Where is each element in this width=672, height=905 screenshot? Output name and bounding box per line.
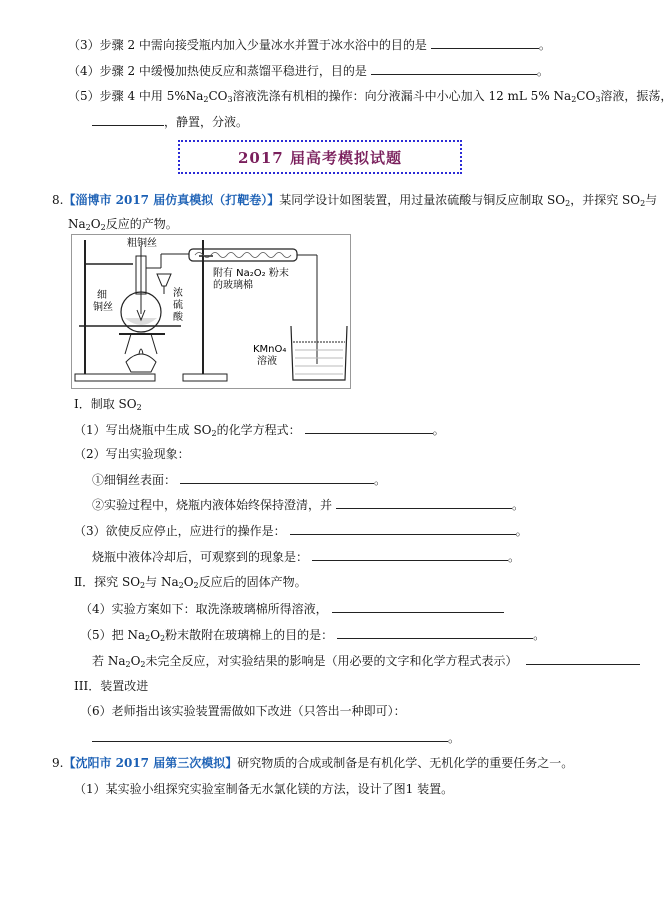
label-acid-3: 酸: [173, 312, 183, 323]
label-na2o2: 附有 Na₂O₂ 粉末: [213, 268, 289, 279]
q8-item-6-line2: 。: [92, 729, 460, 746]
q8-item-2-2: ②实验过程中，烧瓶内液体始终保持澄清，并 。: [92, 498, 525, 512]
label-thin-wire-1: 细: [97, 290, 107, 301]
label-thin-wire-2: 铜丝: [93, 302, 113, 313]
answer-blank[interactable]: [526, 652, 640, 665]
question-number: 9.: [52, 756, 64, 770]
q7-item-4: （4）步骤 2 中缓慢加热使反应和蒸馏平稳进行，目的是 。: [68, 64, 549, 78]
q8-intro-line2: $Na_2O_2$反应的产物。: [68, 217, 178, 232]
part2-heading: Ⅱ．探究 $SO_2$与 $Na_2O_2$反应后的固体产物。: [74, 575, 307, 590]
q7-item-4-text: （4）步骤 2 中缓慢加热使反应和蒸馏平稳进行，目的是: [68, 64, 367, 78]
q7-item-5: （5）步骤 4 中用 $5\%Na_2CO_3$溶液洗涤有机相的操作：向分液漏斗中小心加入 12 mL 5% $Na_2CO_3$溶液，振荡，: [68, 89, 672, 104]
q8-item-2-1: ①细铜丝表面： 。: [92, 473, 387, 487]
answer-blank[interactable]: [332, 600, 504, 613]
answer-blank[interactable]: [305, 421, 433, 434]
answer-blank[interactable]: [337, 626, 533, 639]
q8-item-6: （6）老师指出该实验装置需做如下改进（只答出一种即可）：: [80, 704, 406, 718]
question-source: 【沈阳市 2017 届第三次模拟】: [63, 756, 238, 770]
label-acid-2: 硫: [173, 300, 183, 311]
question-source: 【淄博市 2017 届仿真模拟（打靶卷）】: [63, 193, 280, 207]
label-kmno4: KMnO₄: [253, 344, 287, 355]
q8-item-1: （1）写出烧瓶中生成 $SO_2$的化学方程式： 。: [74, 423, 445, 438]
part3-heading: III．装置改进: [74, 679, 149, 693]
question-number: 8.: [52, 193, 64, 207]
q8-item-4: （4）实验方案如下：取洗涤玻璃棉所得溶液，: [80, 600, 504, 617]
label-cu-wire: 粗铜丝: [127, 238, 157, 249]
answer-blank[interactable]: [431, 36, 539, 49]
answer-blank[interactable]: [290, 522, 516, 535]
q7-item-3: （3）步骤 2 中需向接受瓶内加入少量冰水并置于冰水浴中的目的是 。: [68, 38, 551, 52]
label-glass-wool: 的玻璃棉: [213, 280, 253, 291]
answer-blank[interactable]: [92, 113, 164, 126]
answer-blank[interactable]: [92, 729, 448, 742]
q8-item-5: （5）把 $Na_2O_2$粉末散附在玻璃棉上的目的是： 。: [80, 628, 546, 643]
banner-title: 2017 届高考模拟试题: [238, 148, 402, 167]
q8-item-5b: 若 $Na_2O_2$未完全反应，对实验结果的影响是（用必要的文字和化学方程式表示）: [92, 652, 640, 669]
part1-heading: Ⅰ．制取 $SO_2$: [74, 397, 142, 412]
apparatus-diagram: [71, 234, 351, 389]
q9-header: 9.【沈阳市 2017 届第三次模拟】研究物质的合成或制备是有机化学、无机化学的重要任务之一。: [52, 756, 574, 770]
q9-item-1: （1）某实验小组探究实验室制备无水氯化镁的方法，设计了图1 装置。: [74, 782, 454, 796]
section-banner: [178, 140, 462, 174]
q8-header: 8.【淄博市 2017 届仿真模拟（打靶卷）】某同学设计如图装置，用过量浓硫酸与铜反应制取 $SO_2$，并探究 $SO_2$与: [52, 193, 658, 208]
answer-blank[interactable]: [312, 548, 508, 561]
q8-item-2: （2）写出实验现象：: [74, 447, 190, 461]
q8-item-3b: 烧瓶中液体冷却后，可观察到的现象是： 。: [92, 550, 521, 564]
q7-item-5-line2: ，静置，分液。: [92, 113, 248, 130]
label-solution: 溶液: [257, 356, 277, 367]
answer-blank[interactable]: [371, 62, 537, 75]
label-acid-1: 浓: [173, 288, 183, 299]
answer-blank[interactable]: [180, 471, 374, 484]
answer-blank[interactable]: [336, 496, 512, 509]
q8-item-3: （3）欲使反应停止，应进行的操作是： 。: [74, 524, 528, 538]
q7-item-3-text: （3）步骤 2 中需向接受瓶内加入少量冰水并置于冰水浴中的目的是: [68, 38, 427, 52]
